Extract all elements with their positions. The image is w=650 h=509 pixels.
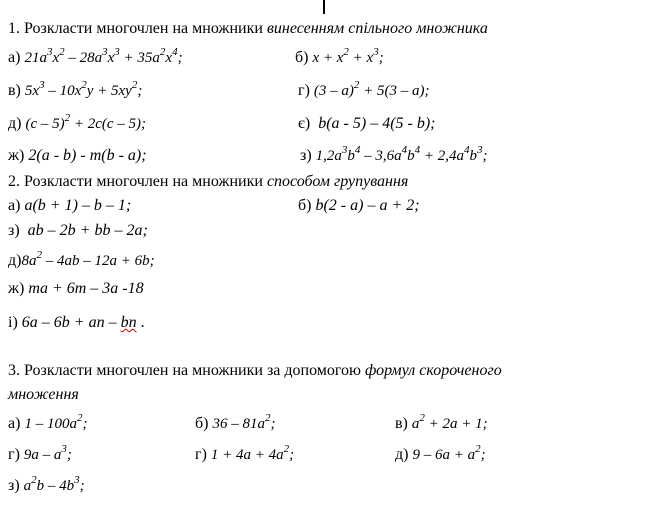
s2-a-expr: a(b + 1) – b – 1; <box>24 197 132 214</box>
section-1-title: 1. Розкласти многочлен на множники винесенням спільного множника <box>8 20 488 37</box>
s1-d-expr: (c – 5)$^2$ + 2c(c – 5); <box>25 112 147 132</box>
section-3-title-cont: множення <box>8 386 79 403</box>
s3-item-g1: г) $9a - a^3$; <box>8 443 72 463</box>
s3-g1-expr: $9a - a^3$; <box>23 443 72 463</box>
s3-g2-expr: $1 + 4a + 4a^2$; <box>210 443 295 463</box>
section-2-title: 2. Розкласти многочлен на множники способом групування <box>8 173 409 190</box>
s3-b-expr: $36 - 81a^2$; <box>212 412 276 432</box>
s1-item-a: а) $21a^3x^2 - 28a^3x^3 + 35a^2x^4$; <box>8 46 183 66</box>
s3-v-expr: $a^2 + 2a + 1$; <box>411 412 488 432</box>
s3-item-b: б) $36 - 81a^2$; <box>195 412 276 432</box>
s3-item-d: д) $9 - 6a + a^2$; <box>395 443 486 463</box>
s1-g-expr: (3 – a)$^2$ + 5(3 – a); <box>313 79 430 99</box>
s1-z-expr: $1,2a^3b^4 - 3,6a^4b^4 + 2,4a^4b^3$; <box>315 144 488 164</box>
s1-item-v: в) $5x^3 - 10x^2y + 5xy^2$; <box>8 79 143 99</box>
s2-item-i: і) 6a – 6b + an – bn . <box>8 314 145 331</box>
s2-d-expr: $8a^2 - 4ab - 12a + 6b$; <box>21 249 155 269</box>
s1-item-zh: ж) 2(a - b) - m(b - a); <box>8 147 147 164</box>
text-cursor <box>323 0 325 14</box>
s1-e-expr: b(a - 5) – 4(5 - b); <box>318 115 436 132</box>
spellcheck-underline: bn <box>120 314 137 331</box>
s1-item-e: є) b(a - 5) – 4(5 - b); <box>298 115 436 132</box>
s1-item-z: з) $1,2a^3b^4 - 3,6a^4b^4 + 2,4a^4b^3$; <box>300 144 488 164</box>
s2-item-a: а) a(b + 1) – b – 1; <box>8 197 132 214</box>
s3-item-a: а) $1 - 100a^2$; <box>8 412 88 432</box>
s1-item-d: д) (c – 5)$^2$ + 2c(c – 5); <box>8 112 147 132</box>
s3-item-z: з) $a^2b - 4b^3$; <box>8 474 85 494</box>
s3-item-g2: г) $1 + 4a + 4a^2$; <box>195 443 295 463</box>
s1-a-expr: $21a^3x^2 - 28a^3x^3 + 35a^2x^4$; <box>24 46 183 66</box>
s2-z-expr: ab – 2b + bb – 2a; <box>27 222 148 239</box>
s3-z-expr: $a^2b - 4b^3$; <box>23 474 85 494</box>
s2-item-z: з) ab – 2b + bb – 2a; <box>8 222 148 239</box>
s1-b-expr: $x + x^2 + x^3$; <box>312 46 384 66</box>
s2-zh-expr: ma + 6m – 3a -18 <box>28 280 144 297</box>
s2-item-zh: ж) ma + 6m – 3a -18 <box>8 280 144 297</box>
s1-v-expr: $5x^3 - 10x^2y + 5xy^2$; <box>24 79 143 99</box>
section-3-title: 3. Розкласти многочлен на множники за допомогою формул скороченого <box>8 362 502 379</box>
s2-b-expr: b(2 - a) – a + 2; <box>315 197 420 214</box>
s1-item-g: г) (3 – a)$^2$ + 5(3 – a); <box>298 79 430 99</box>
s3-item-v: в) $a^2 + 2a + 1$; <box>395 412 488 432</box>
s3-d-expr: $9 - 6a + a^2$; <box>412 443 486 463</box>
s1-zh-expr: 2(a - b) - m(b - a); <box>28 147 147 164</box>
s3-a-expr: $1 - 100a^2$; <box>24 412 88 432</box>
s2-item-d: $д)8a^2 - 4ab - 12a + 6b$; <box>8 249 155 269</box>
s2-item-b: б) b(2 - a) – a + 2; <box>298 197 420 214</box>
s1-item-b: б) $x + x^2 + x^3$; <box>295 46 384 66</box>
